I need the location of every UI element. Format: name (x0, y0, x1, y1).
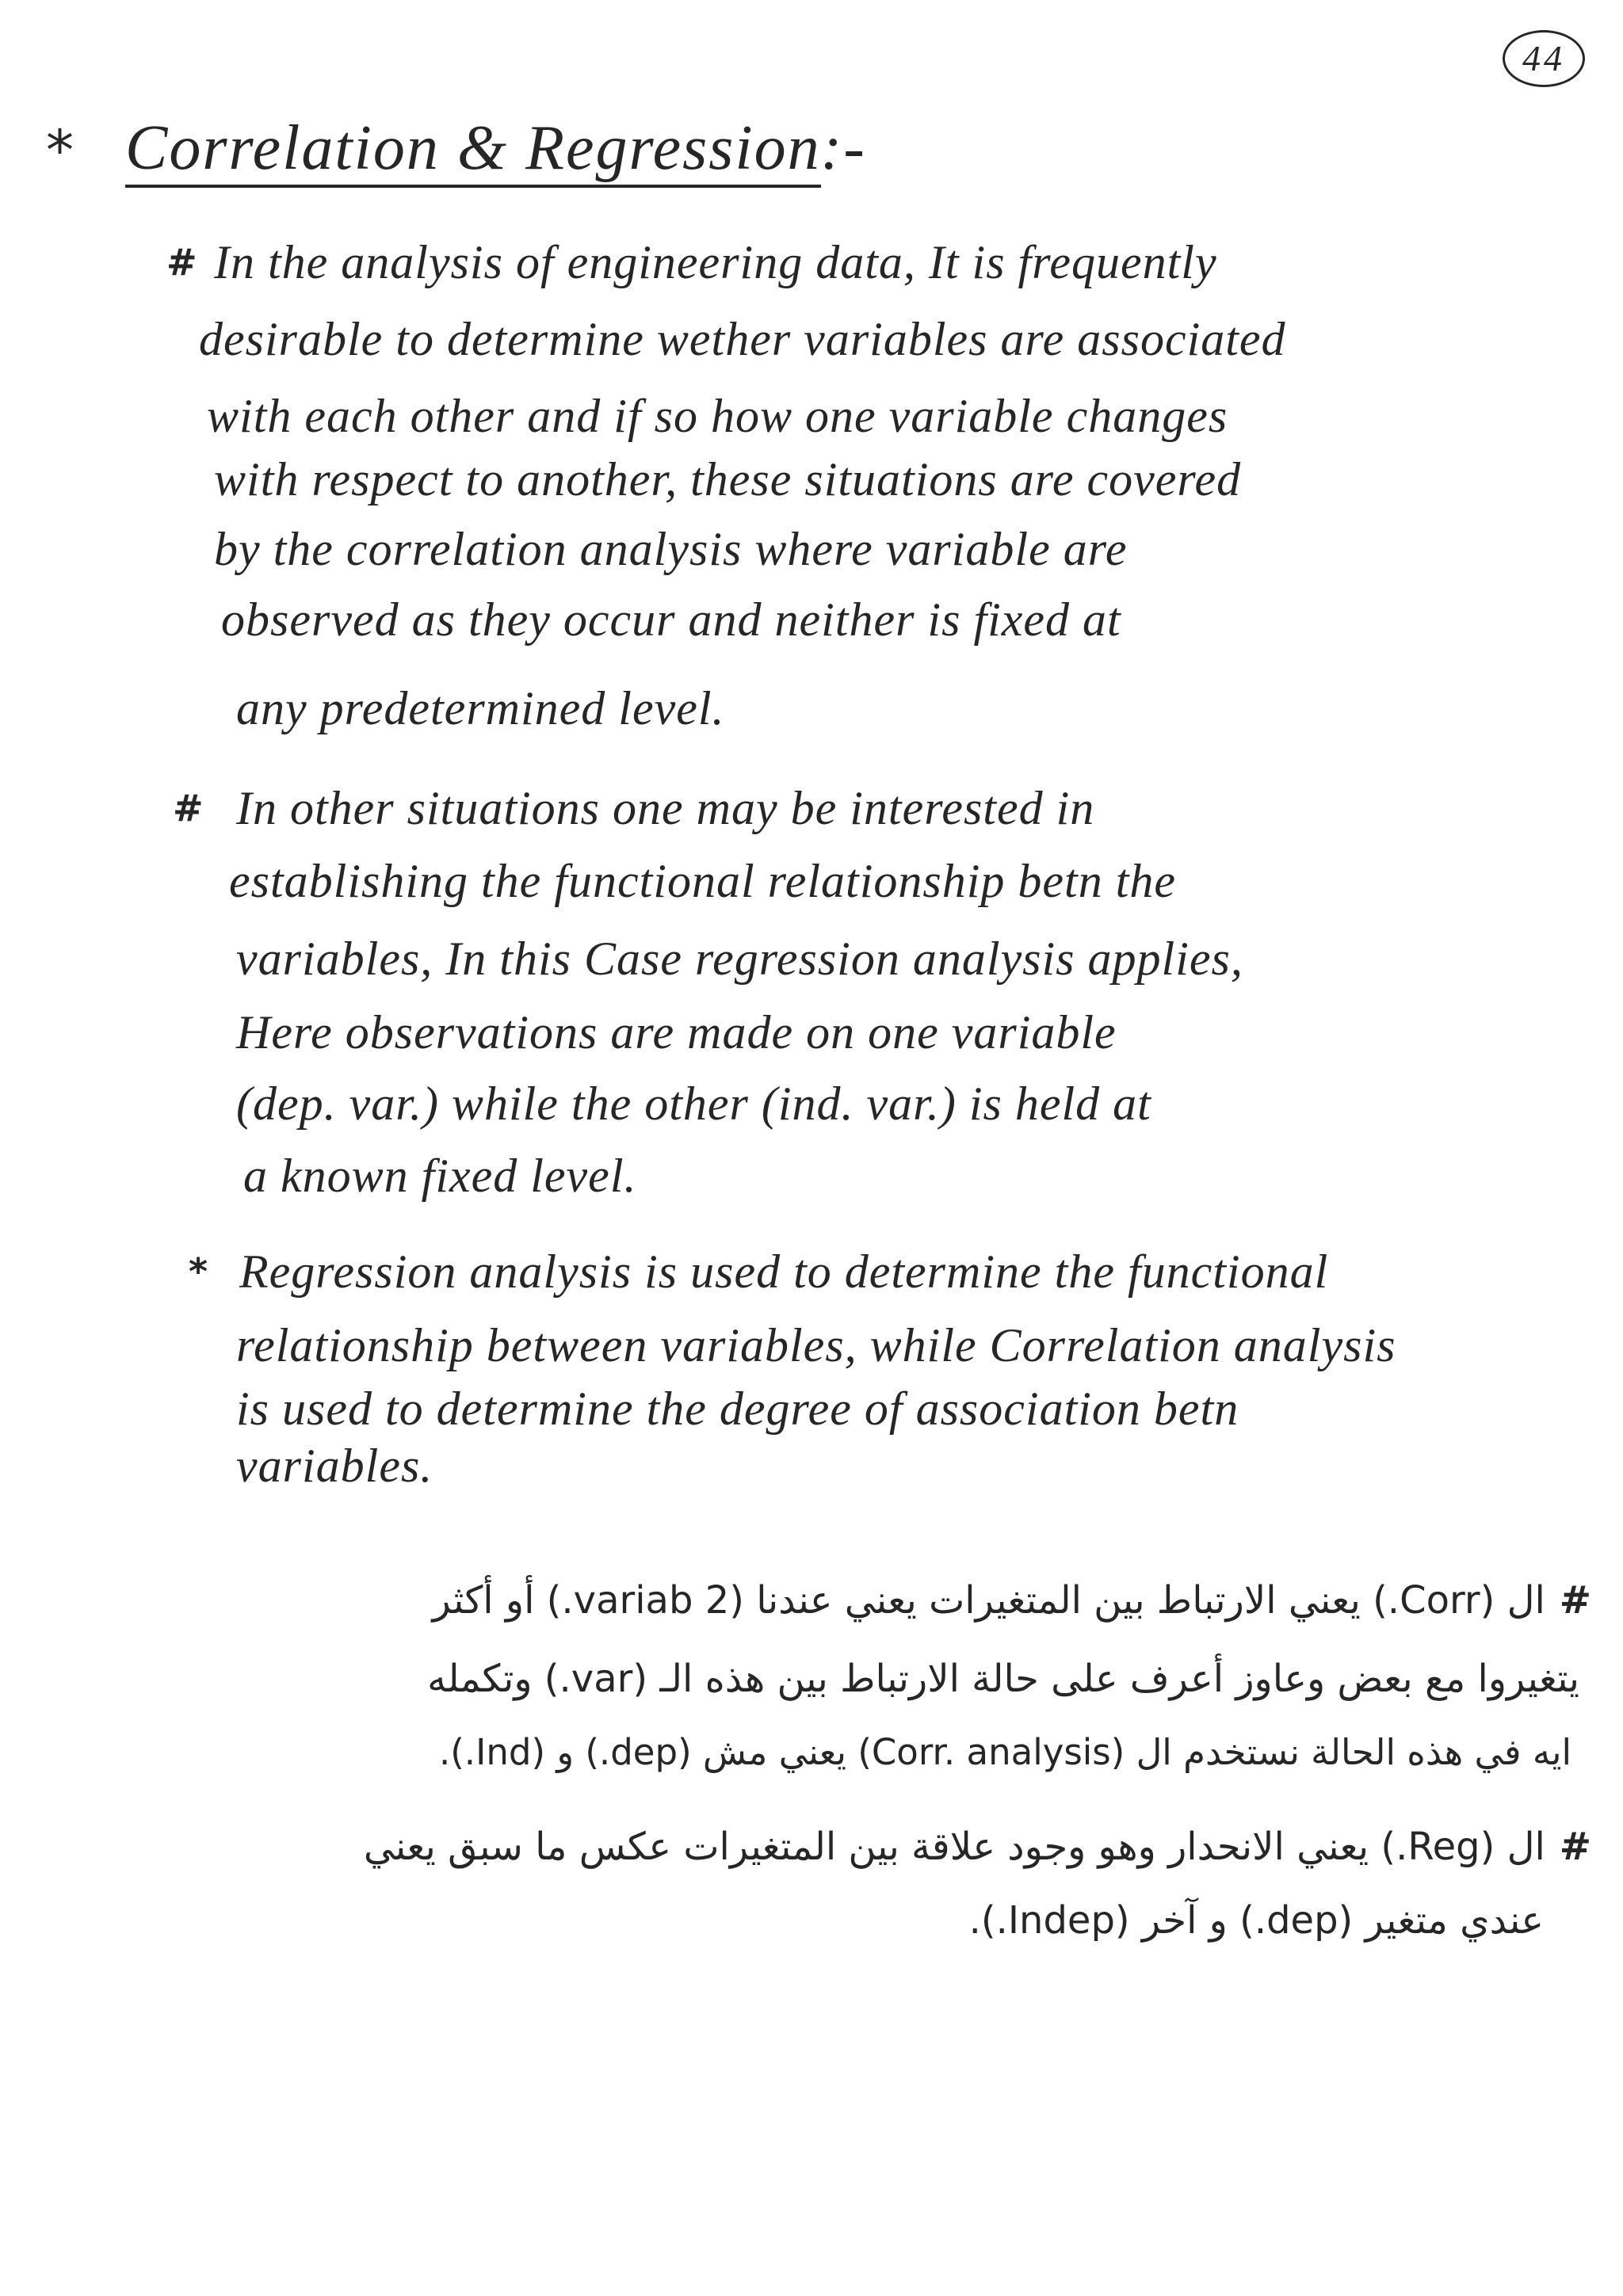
text-line: variables. (236, 1440, 433, 1492)
arabic-line-text: ال (Reg.) يعني الانحدار وهو وجود علاقة بين المتغيرات عكس ما سبق يعني (363, 1825, 1545, 1869)
text-line: by the correlation analysis where variable are (214, 523, 1128, 575)
text-line: with respect to another, these situations are covered (214, 453, 1242, 505)
page-number-badge: 44 (1503, 30, 1585, 87)
text-line: relationship between variables, while Correlation analysis (236, 1319, 1396, 1371)
bullet-marker: # (1559, 1825, 1591, 1869)
arabic-line (173, 1573, 1591, 1628)
bullet-marker: * (189, 1250, 208, 1293)
text-line: a known fixed level. (243, 1150, 637, 1202)
arabic-line (173, 1819, 1591, 1875)
bullet-marker: # (173, 787, 204, 830)
bullet-marker: # (1559, 1578, 1591, 1623)
title-marker: * (46, 118, 74, 183)
text-line: desirable to determine wether variables are associated (199, 313, 1286, 365)
arabic-line-text: ال (Corr.) يعني الارتباط بين المتغيرات يعني عندنا (2 variab.) أو أكثر (432, 1578, 1545, 1623)
page-title (125, 113, 866, 184)
text-line: establishing the functional relationship betn the (229, 855, 1177, 907)
page-title-suffix: :- (820, 113, 866, 183)
arabic-line: يتغيروا مع بعض وعاوز أعرف على حالة الارتباط بين هذه الـ (var.) وتكمله (427, 1657, 1579, 1701)
text-line: any predetermined level. (236, 682, 725, 734)
text-line: with each other and if so how one variable changes (207, 390, 1228, 442)
text-line: observed as they occur and neither is fixed at (221, 593, 1121, 646)
text-line: Regression analysis is used to determine the functional (239, 1245, 1329, 1298)
text-line: (dep. var.) while the other (ind. var.) is held at (236, 1077, 1151, 1130)
bullet-marker: # (166, 241, 197, 284)
page-title-text: Correlation & Regression (125, 113, 821, 188)
arabic-line: ايه في هذه الحالة نستخدم ال (Corr. analysis) يعني مش (dep.) و (Ind.). (438, 1731, 1571, 1773)
arabic-line: عندي متغير (dep.) و آخر (Indep.). (968, 1898, 1544, 1943)
text-line: Here observations are made on one variable (236, 1006, 1117, 1058)
text-line: is used to determine the degree of association betn (236, 1383, 1239, 1435)
text-line: variables, In this Case regression analysis applies, (236, 933, 1243, 985)
text-line: In other situations one may be interested in (236, 782, 1095, 834)
text-line: In the analysis of engineering data, It is frequently (214, 236, 1217, 288)
